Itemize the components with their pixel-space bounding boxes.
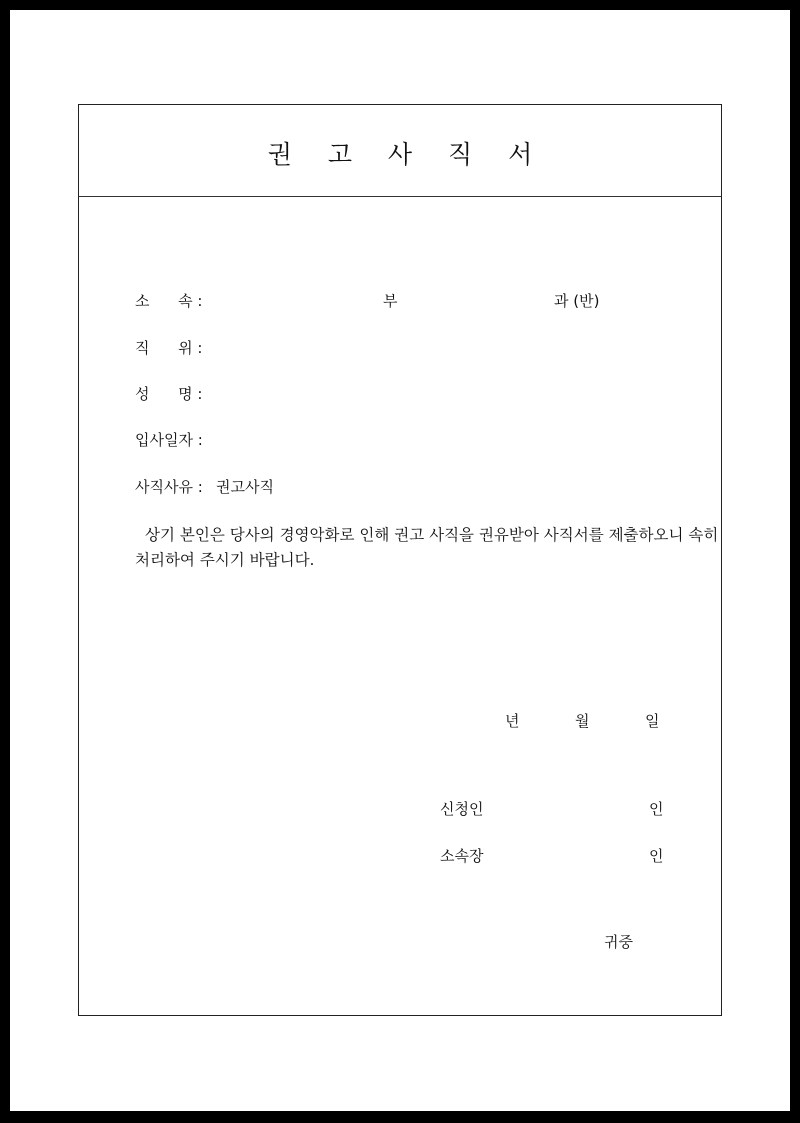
title-section xyxy=(79,105,721,197)
department-gwa: 과 (반) xyxy=(554,292,600,310)
applicant-label: 신청인 xyxy=(440,800,484,818)
date-day: 일 xyxy=(645,712,660,730)
document-page xyxy=(10,10,790,1111)
department-bu: 부 xyxy=(383,292,398,310)
page-title: 권 고 사 직 서 xyxy=(267,140,547,169)
name-label: 성 명 : xyxy=(135,385,203,403)
applicant-seal: 인 xyxy=(649,800,664,818)
manager-seal: 인 xyxy=(649,847,664,865)
form-frame xyxy=(78,104,722,1016)
recipient-label: 귀중 xyxy=(604,933,633,951)
reason-label: 사직사유 : xyxy=(135,478,203,496)
date-year: 년 xyxy=(505,712,520,730)
department-label: 소 속 : xyxy=(135,292,203,310)
join-date-label: 입사일자 : xyxy=(135,431,203,449)
date-month: 월 xyxy=(575,712,590,730)
reason-value: 권고사직 xyxy=(216,478,274,496)
manager-label: 소속장 xyxy=(440,847,484,865)
position-label: 직 위 : xyxy=(135,339,203,357)
body-paragraph: 상기 본인은 당사의 경영악화로 인해 권고 사직을 권유받아 사직서를 제출하오니 속히 처리하여 주시기 바랍니다. xyxy=(135,526,719,569)
